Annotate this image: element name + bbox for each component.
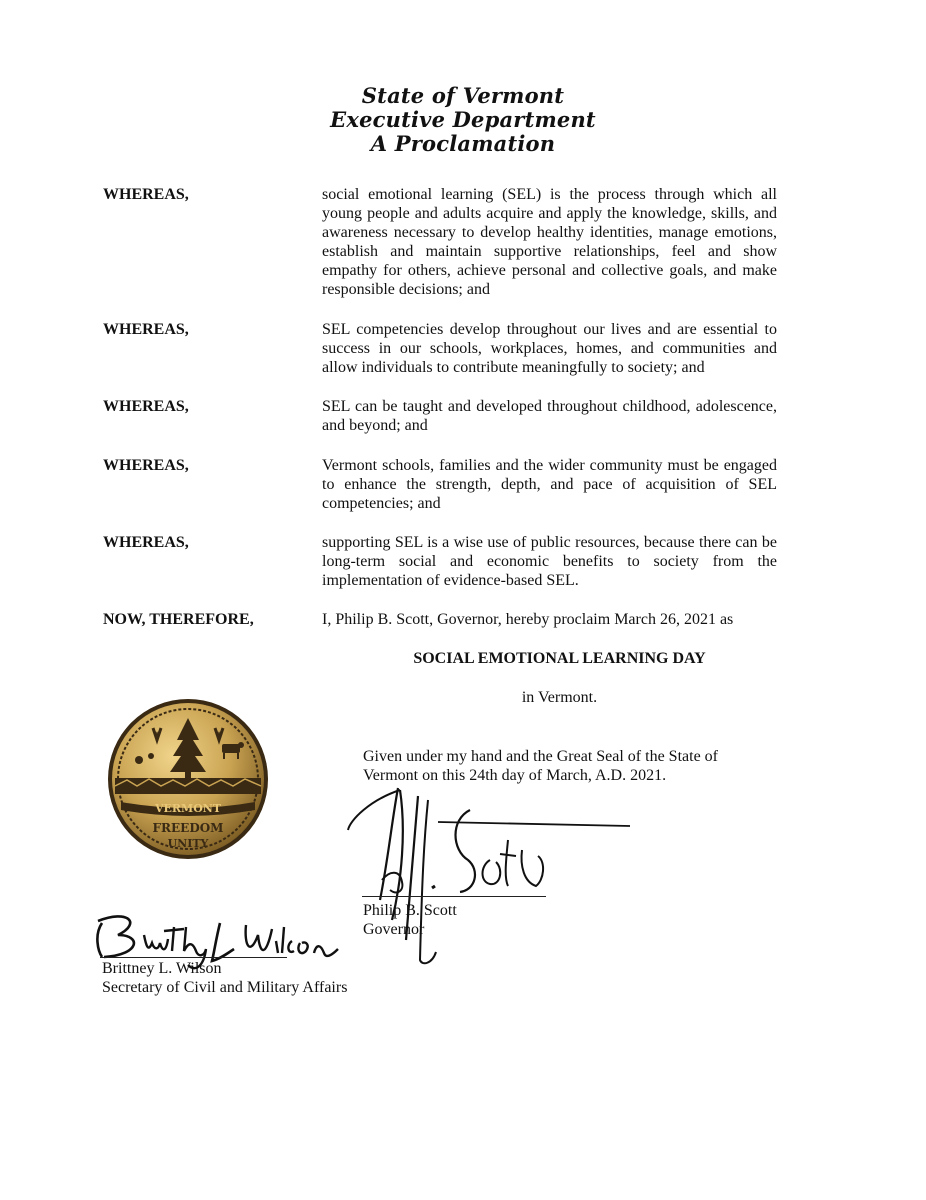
- given-line-1: Given under my hand and the Great Seal of the State of: [363, 748, 718, 765]
- proclamation-place: in Vermont.: [521, 689, 598, 706]
- clause-label: WHEREAS,: [103, 398, 189, 415]
- clause-text: I, Philip B. Scott, Governor, hereby proclaim March 26, 2021 as: [322, 611, 734, 628]
- proclamation-title: SOCIAL EMOTIONAL LEARNING DAY: [413, 650, 706, 667]
- seal-motto-1: FREEDOM: [152, 821, 224, 835]
- seal-name-text: VERMONT: [154, 802, 222, 815]
- governor-signature-line: [362, 896, 546, 897]
- secretary-name: Brittney L. Wilson: [102, 960, 222, 977]
- heading-department: Executive Department: [330, 107, 596, 132]
- clause-label: NOW, THEREFORE,: [103, 611, 254, 628]
- clause-text: supporting SEL is a wise use of public resources, because there can be long-term social and economic benefits to society from the implementation of evidence-based SEL.: [322, 534, 777, 589]
- given-statement: [363, 747, 763, 785]
- governor-title: Governor: [363, 921, 425, 938]
- proclamation-heading: [0, 84, 926, 156]
- clause-label: WHEREAS,: [103, 186, 189, 203]
- clause-label: WHEREAS,: [103, 534, 189, 551]
- seal-motto-2: UNITY: [167, 837, 209, 850]
- heading-state: State of Vermont: [361, 83, 565, 108]
- clause-text: SEL competencies develop throughout our lives and are essential to success in our schools, workplaces, homes, and communities and allow individuals to contribute meaningfully to society; and: [322, 321, 777, 376]
- vermont-seal-icon: [107, 698, 269, 860]
- clause-text: SEL can be taught and developed throughout childhood, adolescence, and beyond; and: [322, 398, 777, 434]
- clause-text: social emotional learning (SEL) is the process through which all young people and adults acquire and apply the knowledge, skills, and awareness necessary to develop healthy identities, manage emotions, establish and maintain supportive relationships, feel and show empathy for others, achieve personal and collective goals, and make responsible decisions; and: [322, 186, 777, 298]
- heading-proclamation: A Proclamation: [370, 131, 556, 156]
- given-line-2: Vermont on this 24th day of March, A.D. 2021.: [363, 767, 667, 784]
- secretary-title: Secretary of Civil and Military Affairs: [102, 979, 348, 996]
- secretary-signature-line: [100, 957, 287, 958]
- clause-label: WHEREAS,: [103, 321, 189, 338]
- clause-text: Vermont schools, families and the wider community must be engaged to enhance the strength, depth, and pace of acquisition of SEL competencies; and: [322, 457, 777, 512]
- governor-signature-icon: [340, 770, 640, 970]
- governor-name: Philip B. Scott: [363, 902, 457, 919]
- clause-label: WHEREAS,: [103, 457, 189, 474]
